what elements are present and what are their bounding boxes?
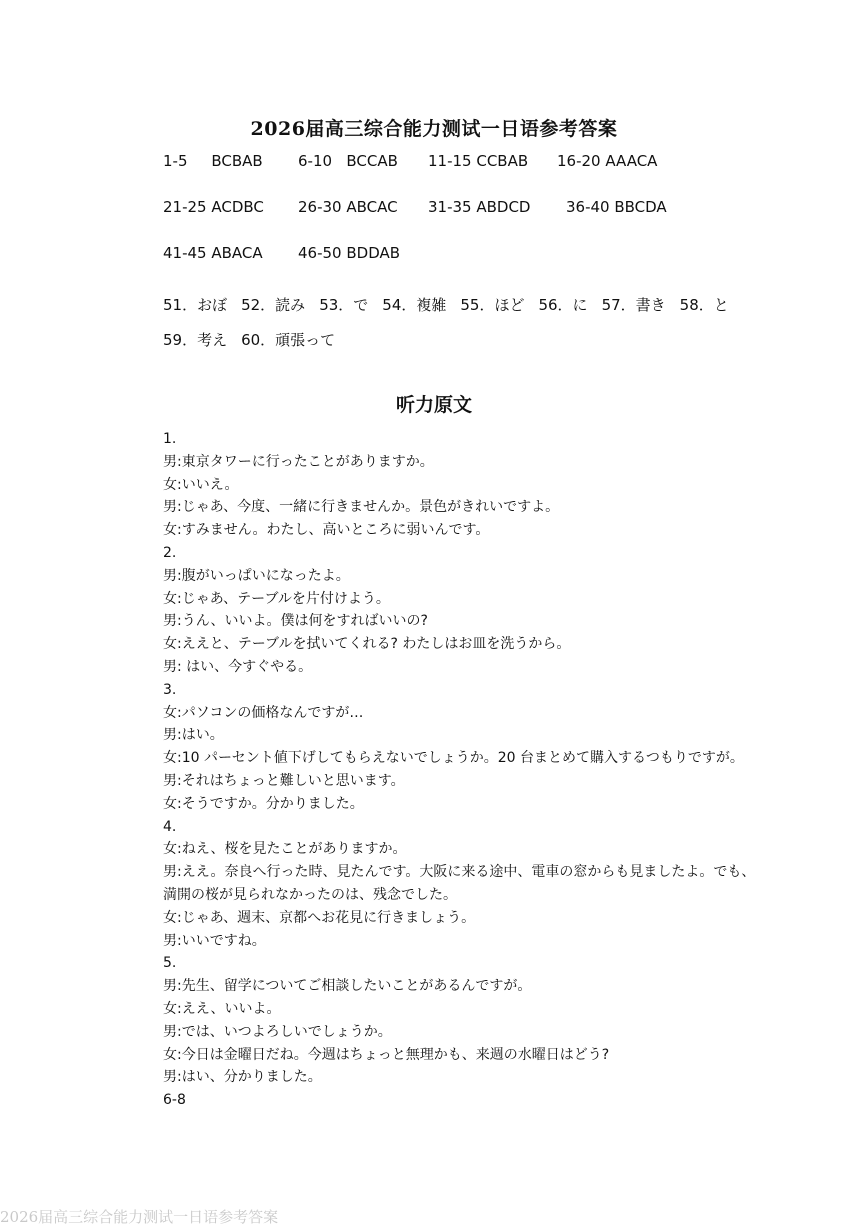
answer-group: 11-15 CCBAB [428, 152, 529, 170]
fill-in-answers [163, 294, 743, 315]
transcript-line: 男:はい、分かりました。 [163, 1069, 322, 1086]
footer-watermark: 2026届高三综合能力测试一日语参考答案 [0, 1208, 279, 1226]
transcript-line: 女:今日は金曜日だね。今週はちょっと無理かも、来週の水曜日はどう? [163, 1046, 610, 1063]
answer-group: 41-45 ABACA [163, 244, 263, 262]
answer-group: 21-25 ACDBC [163, 198, 264, 216]
transcript-line: 男:はい。 [163, 727, 224, 744]
section-title: 听力原文 [395, 394, 472, 416]
transcript-line: 男:じゃあ、今度、一緒に行きませんか。景色がきれいですよ。 [163, 499, 560, 516]
fill-in-item: 57．書き [601, 296, 666, 314]
page-title: 2026届高三综合能力测试一日语参考答案 [250, 118, 618, 140]
fill-in-item: 55．ほど [460, 296, 525, 314]
transcript-line: 女:ねえ、桜を見たことがありますか。 [163, 841, 407, 858]
transcript-line: 女:じゃあ、週末、京都へお花見に行きましょう。 [163, 909, 476, 926]
listening-transcript [163, 428, 756, 1112]
answer-group: 1-5 BCBAB [163, 152, 263, 170]
fill-in-item: 54．複雑 [382, 296, 447, 314]
transcript-line: 女:そうですか。分かりました。 [163, 795, 364, 812]
transcript-line: 1. [163, 431, 177, 447]
answer-group: 46-50 BDDAB [298, 244, 401, 262]
transcript-line: 満開の桜が見られなかったのは、残念でした。 [163, 886, 457, 903]
transcript-line: 男:それはちょっと難しいと思います。 [163, 772, 405, 789]
fill-in-item: 59．考え [163, 331, 228, 349]
transcript-line: 女:すみません。わたし、高いところに弱いんです。 [163, 522, 490, 539]
fill-in-item: 53．で [319, 296, 369, 314]
transcript-line: 男:うん、いいよ。僕は何をすればいいの? [163, 613, 428, 630]
transcript-line: 6-8 [163, 1092, 186, 1109]
answer-group: 26-30 ABCAC [298, 198, 398, 216]
answer-group: 6-10 BCCAB [298, 152, 398, 170]
transcript-line: 女:じゃあ、テーブルを片付けよう。 [163, 590, 390, 607]
transcript-line: 男: はい、今すぐやる。 [163, 658, 313, 675]
transcript-line: 男:先生、留学についてご相談したいことがあるんですが。 [163, 978, 532, 995]
fill-in-item: 56．に [538, 296, 588, 314]
transcript-line: 4. [163, 818, 177, 835]
answer-group: 31-35 ABDCD [428, 198, 531, 216]
fill-in-item: 52．読み [241, 296, 306, 314]
answer-row [0, 152, 868, 174]
transcript-line: 女:10 パーセント値下げしてもらえないでしょうか。20 台まとめて購入するつもりですが。 [163, 750, 744, 767]
transcript-line: 男:では、いつよろしいでしょうか。 [163, 1023, 392, 1040]
transcript-line: 男:ええ。奈良へ行った時、見たんです。大阪に来る途中、電車の窓からも見ましたよ。でも、 [163, 864, 756, 881]
transcript-line: 2. [163, 544, 177, 561]
transcript-line: 女:パソコンの価格なんですが… [163, 704, 364, 721]
transcript-line: 男:いいですね。 [163, 932, 266, 949]
answer-row [0, 198, 868, 220]
transcript-line: 5. [163, 955, 177, 972]
fill-in-item: 51．おぼ [163, 296, 228, 314]
fill-in-item: 58．と [679, 296, 729, 314]
transcript-line: 女:ええ、いいよ。 [163, 1000, 281, 1017]
answer-group: 16-20 AAACA [557, 152, 658, 170]
transcript-line: 女:いいえ。 [163, 476, 239, 493]
fill-in-item: 60．頑張って [241, 331, 336, 349]
answer-group: 36-40 BBCDA [566, 198, 667, 216]
transcript-line: 男:東京タワーに行ったことがありますか。 [163, 453, 434, 470]
transcript-line: 男:腹がいっぱいになったよ。 [163, 567, 350, 584]
transcript-line: 3. [163, 681, 177, 698]
answer-row [0, 244, 868, 266]
fill-in-answers [163, 329, 349, 350]
transcript-line: 女:ええと、テーブルを拭いてくれる? わたしはお皿を洗うから。 [163, 636, 571, 653]
